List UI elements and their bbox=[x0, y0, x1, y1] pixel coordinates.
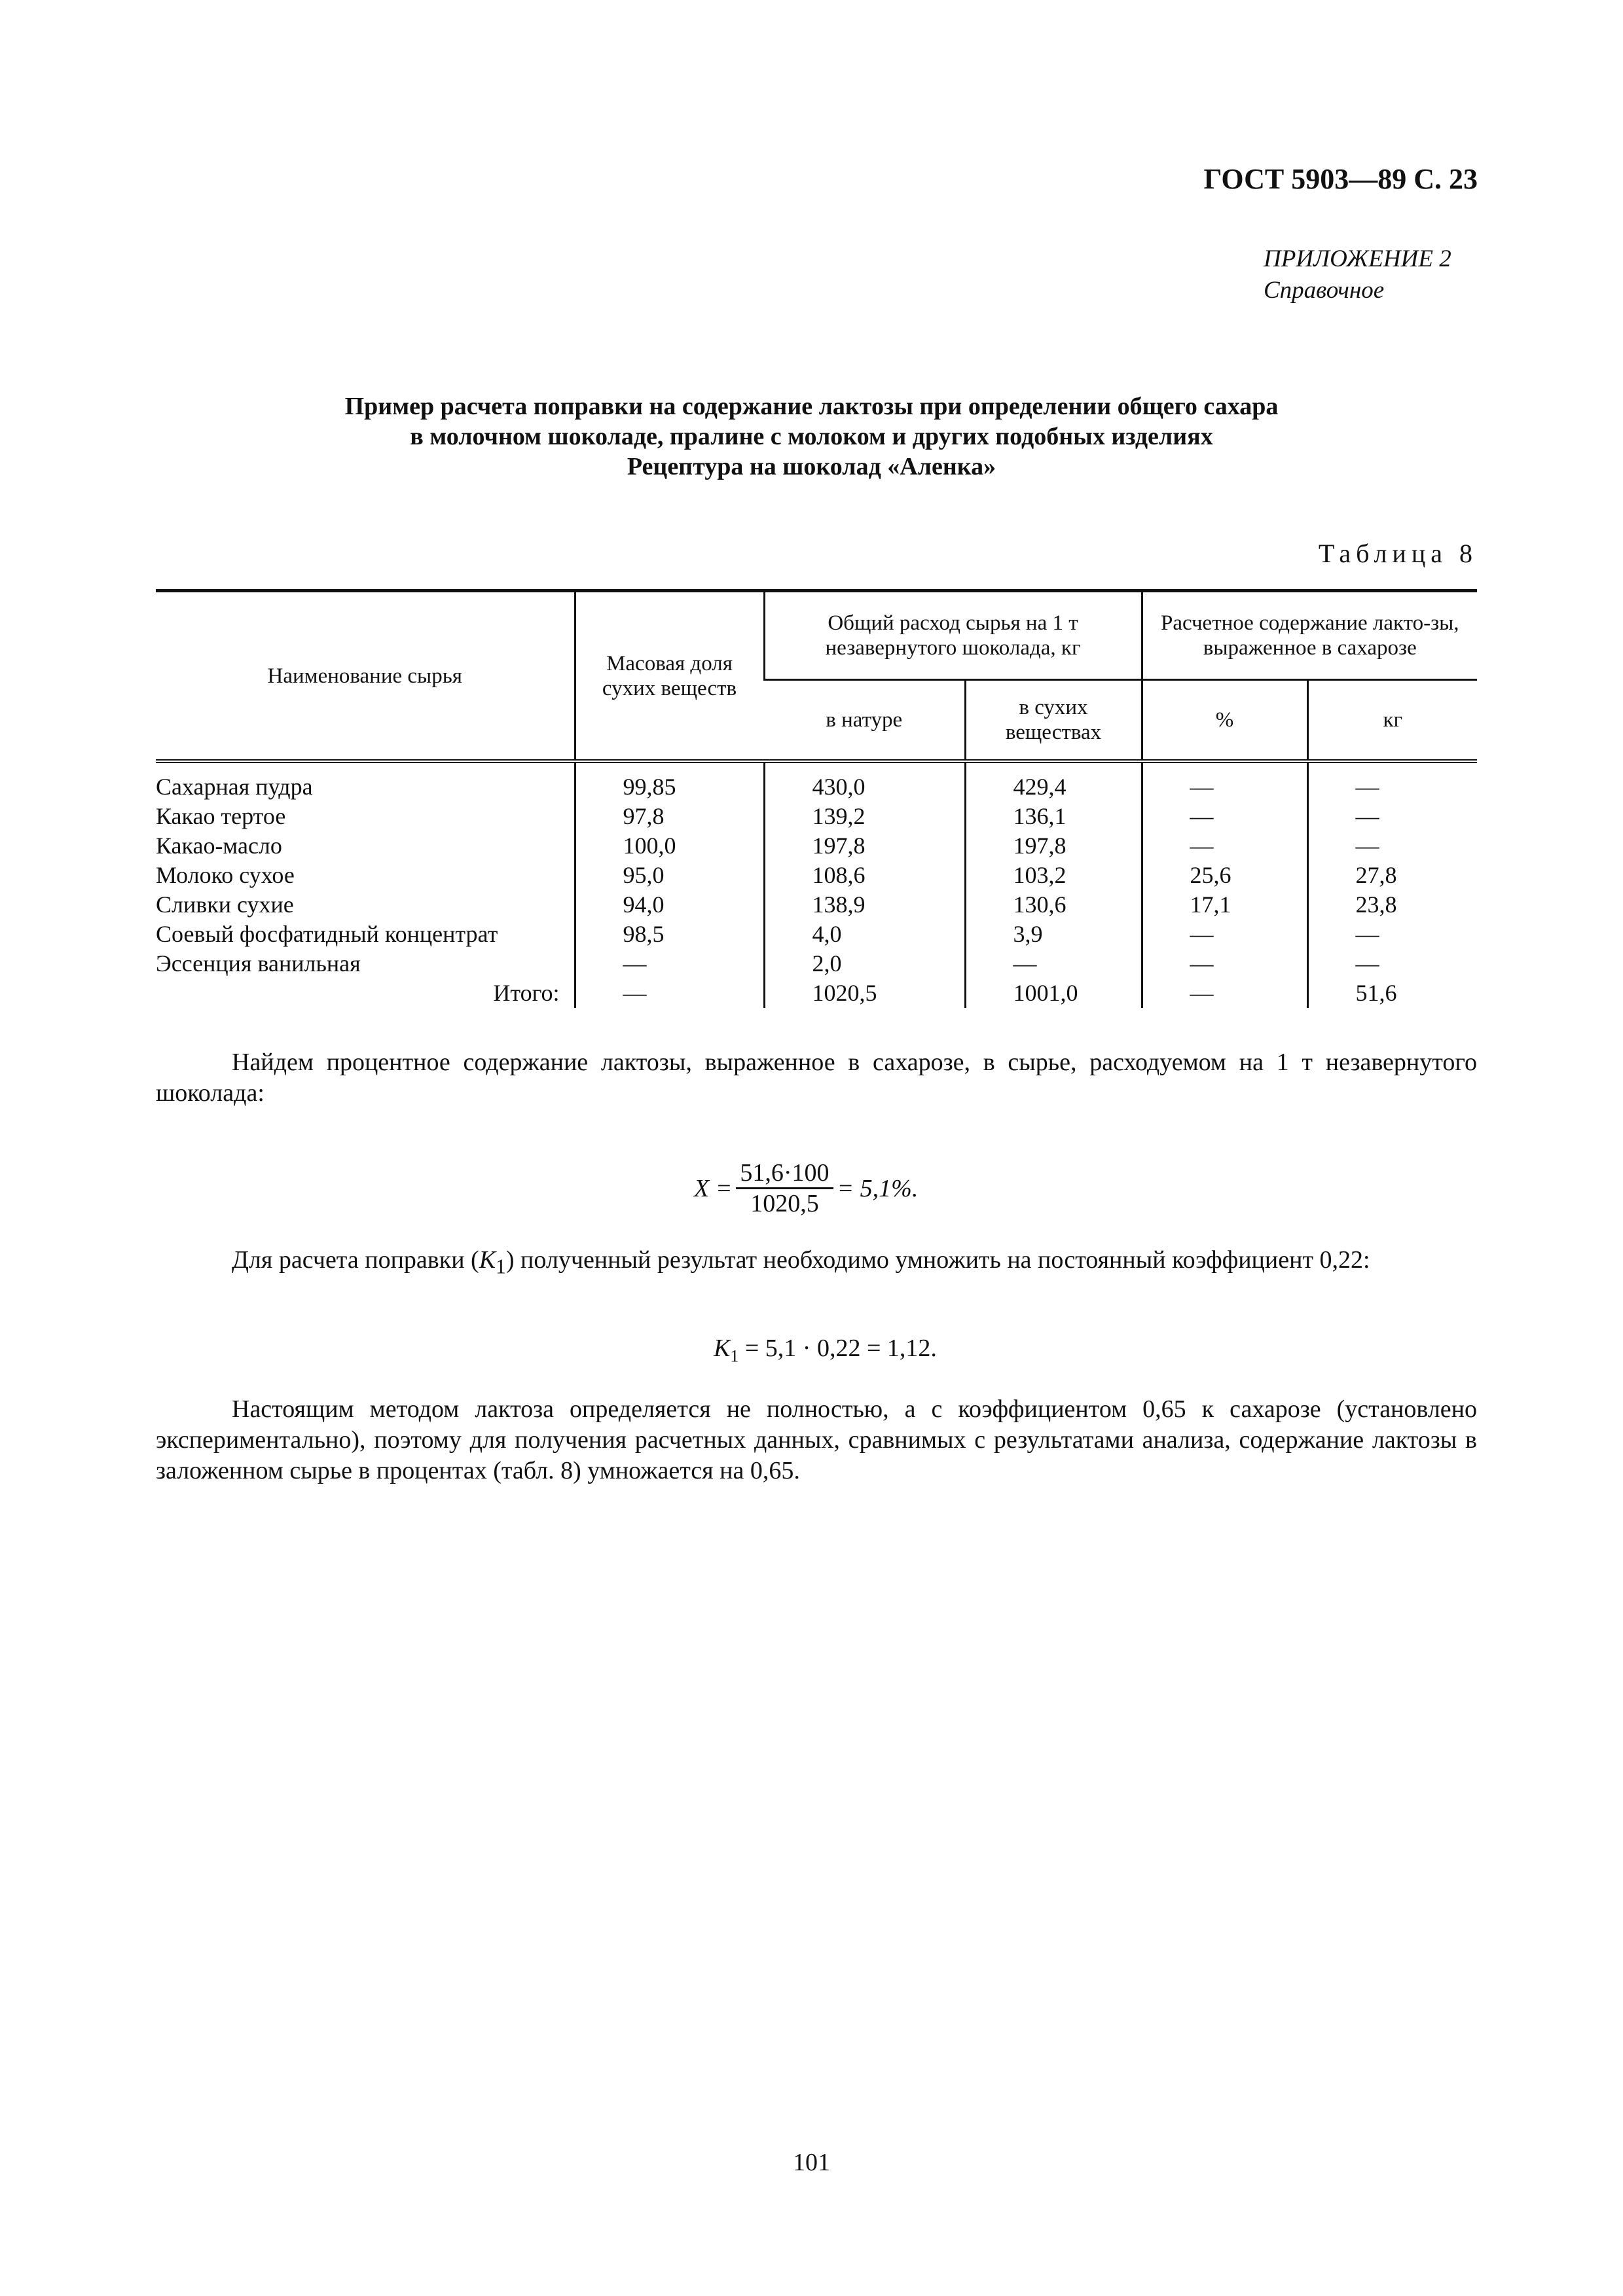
header-percent: % bbox=[1142, 680, 1307, 762]
header-dry: в сухих веществах bbox=[965, 680, 1142, 762]
appendix-subtitle: Справочное bbox=[1264, 277, 1385, 304]
header-natural: в натуре bbox=[764, 680, 965, 762]
cell-kg: 51,6 bbox=[1307, 978, 1477, 1008]
formula-correction bbox=[714, 1334, 937, 1367]
paragraph-2 bbox=[156, 1245, 1477, 1282]
cell-kg: — bbox=[1307, 949, 1477, 978]
appendix-block bbox=[1264, 243, 1451, 306]
cell-mass: 98,5 bbox=[575, 920, 764, 949]
formula1-denominator: 1020,5 bbox=[750, 1190, 819, 1217]
formula1-numerator: 51,6·100 bbox=[736, 1158, 833, 1189]
cell-dry: 103,2 bbox=[965, 861, 1142, 890]
cell-name: Эссенция ванильная bbox=[156, 950, 361, 977]
cell-mass: — bbox=[575, 978, 764, 1008]
p2-var: K bbox=[479, 1246, 496, 1274]
table-row bbox=[156, 920, 1477, 949]
cell-natural: 138,9 bbox=[764, 890, 965, 920]
cell-dry: 429,4 bbox=[965, 761, 1142, 802]
cell-percent: — bbox=[1142, 802, 1307, 831]
header-kg: кг bbox=[1307, 680, 1477, 762]
document-title bbox=[0, 391, 1623, 482]
cell-dry: 197,8 bbox=[965, 831, 1142, 861]
cell-percent: — bbox=[1142, 761, 1307, 802]
p2-after: ) полученный результат необходимо умножить на постоянный коэффициент 0,22: bbox=[505, 1246, 1370, 1274]
cell-dry: 136,1 bbox=[965, 802, 1142, 831]
cell-kg: — bbox=[1307, 831, 1477, 861]
cell-mass: 100,0 bbox=[575, 831, 764, 861]
cell-name: Соевый фосфатидный концентрат bbox=[156, 921, 498, 947]
cell-mass: 95,0 bbox=[575, 861, 764, 890]
table-row bbox=[156, 761, 1477, 802]
cell-kg: — bbox=[1307, 802, 1477, 831]
cell-percent: — bbox=[1142, 831, 1307, 861]
paragraph-1: Найдем процентное содержание лактозы, выраженное в сахарозе, в сырье, расходуемом на 1 т незавернутого шоколада: bbox=[156, 1049, 1477, 1107]
cell-natural: 2,0 bbox=[764, 949, 965, 978]
cell-natural: 108,6 bbox=[764, 861, 965, 890]
cell-percent: 17,1 bbox=[1142, 890, 1307, 920]
cell-percent: — bbox=[1142, 949, 1307, 978]
formula1-fraction bbox=[736, 1158, 833, 1218]
header-mass: Масовая доля сухих веществ bbox=[575, 591, 764, 762]
cell-kg: 27,8 bbox=[1307, 861, 1477, 890]
cell-dry: 3,9 bbox=[965, 920, 1142, 949]
cell-dry: 1001,0 bbox=[965, 978, 1142, 1008]
header-total: Общий расход сырья на 1 т незавернутого шоколада, кг bbox=[764, 591, 1142, 680]
recipe-table bbox=[156, 589, 1477, 1008]
cell-name: Молоко сухое bbox=[156, 862, 295, 888]
cell-percent: — bbox=[1142, 920, 1307, 949]
title-line-2: в молочном шоколаде, пралине с молоком и других подобных изделиях bbox=[410, 423, 1213, 450]
cell-kg: 23,8 bbox=[1307, 890, 1477, 920]
cell-dry: 130,6 bbox=[965, 890, 1142, 920]
table-row bbox=[156, 802, 1477, 831]
formula-lactose-percent bbox=[694, 1158, 918, 1218]
header-name: Наименование сырья bbox=[156, 591, 575, 762]
formula2-sub: 1 bbox=[730, 1346, 739, 1366]
table-row bbox=[156, 949, 1477, 978]
appendix-title: ПРИЛОЖЕНИЕ 2 bbox=[1264, 245, 1451, 272]
formula2-rhs: = 5,1 · 0,22 = 1,12. bbox=[739, 1335, 937, 1362]
table-total-row bbox=[156, 978, 1477, 1008]
p2-before: Для расчета поправки ( bbox=[232, 1246, 479, 1274]
formula1-lhs: X = bbox=[694, 1174, 733, 1202]
cell-name: Сахарная пудра bbox=[156, 774, 313, 800]
cell-dry: — bbox=[965, 949, 1142, 978]
cell-natural: 4,0 bbox=[764, 920, 965, 949]
cell-natural: 430,0 bbox=[764, 761, 965, 802]
cell-natural: 197,8 bbox=[764, 831, 965, 861]
cell-natural: 139,2 bbox=[764, 802, 965, 831]
cell-kg: — bbox=[1307, 920, 1477, 949]
table-row bbox=[156, 831, 1477, 861]
title-line-1: Пример расчета поправки на содержание лактозы при определении общего сахара bbox=[344, 393, 1279, 420]
formula1-rhs: = 5,1%. bbox=[837, 1174, 919, 1202]
cell-kg: — bbox=[1307, 761, 1477, 802]
cell-percent: — bbox=[1142, 978, 1307, 1008]
table-row bbox=[156, 890, 1477, 920]
title-line-3: Рецептура на шоколад «Аленка» bbox=[627, 453, 996, 480]
page-number: 101 bbox=[793, 2149, 830, 2176]
cell-name: Сливки сухие bbox=[156, 891, 294, 918]
table-label: Таблица 8 bbox=[1318, 539, 1478, 568]
cell-name: Какао тертое bbox=[156, 803, 286, 829]
header-calc: Расчетное содержание лакто-зы, выраженное в сахарозе bbox=[1142, 591, 1477, 680]
cell-mass: 97,8 bbox=[575, 802, 764, 831]
cell-percent: 25,6 bbox=[1142, 861, 1307, 890]
cell-natural: 1020,5 bbox=[764, 978, 965, 1008]
p2-sub: 1 bbox=[496, 1255, 506, 1278]
cell-mass: — bbox=[575, 949, 764, 978]
document-header: ГОСТ 5903—89 С. 23 bbox=[1203, 163, 1478, 195]
cell-name: Какао-масло bbox=[156, 833, 282, 859]
table-row bbox=[156, 861, 1477, 890]
cell-mass: 99,85 bbox=[575, 761, 764, 802]
cell-total-label: Итого: bbox=[493, 980, 560, 1006]
paragraph-3: Настоящим методом лактоза определяется не полностью, а с коэффициентом 0,65 к сахарозе (установлено экспериментально), поэтому для получения расчетных данных, сравнимых с результатами анализа, содержание лактозы в заложенном сырье в процентах (табл. 8) умножается на 0,65. bbox=[156, 1395, 1477, 1484]
formula2-var: K bbox=[714, 1335, 731, 1362]
cell-mass: 94,0 bbox=[575, 890, 764, 920]
